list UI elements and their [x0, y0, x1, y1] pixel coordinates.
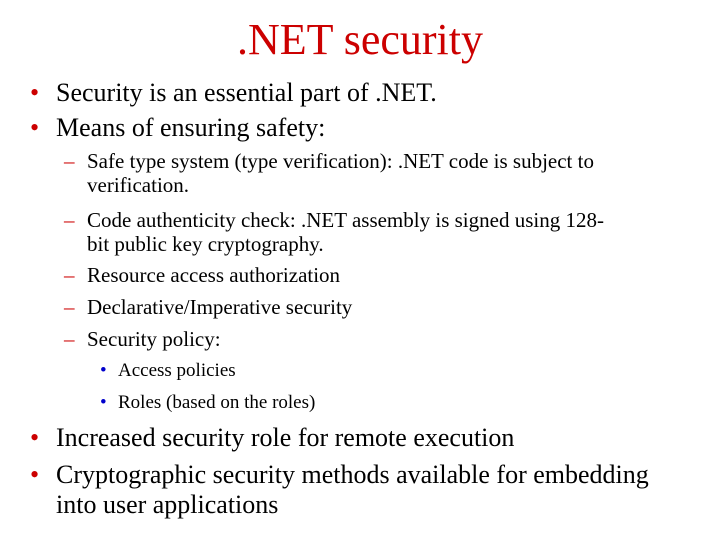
dash-icon: – — [64, 295, 75, 319]
bullet-icon: • — [100, 360, 107, 381]
dash-icon: – — [64, 149, 75, 173]
bullet-text-continuation: into user applications — [56, 490, 279, 519]
dash-icon: – — [64, 263, 75, 287]
sub-bullet-text: Safe type system (type verification): .NET code is subject to — [87, 149, 594, 173]
sub-bullet-text: Declarative/Imperative security — [87, 295, 353, 319]
sub-bullet-text: Code authenticity check: .NET assembly is signed using 128- — [87, 208, 604, 232]
sub-bullet-text-continuation: bit public key cryptography. — [87, 232, 324, 256]
bullet-icon: • — [30, 460, 40, 489]
bullet-icon: • — [30, 78, 40, 107]
bullet-text: Cryptographic security methods available for embedding — [56, 460, 649, 489]
bullet-text: Means of ensuring safety: — [56, 113, 326, 142]
dash-icon: – — [64, 208, 75, 232]
bullet-icon: • — [30, 423, 40, 452]
bullet-icon: • — [100, 392, 107, 413]
sub-sub-bullet-text: Roles (based on the roles) — [118, 392, 316, 413]
slide-title: .NET security — [236, 15, 484, 64]
bullet-icon: • — [30, 113, 40, 142]
bullet-text: Security is an essential part of .NET. — [56, 78, 437, 107]
sub-bullet-text: Security policy: — [87, 327, 221, 351]
sub-bullet-text: Resource access authorization — [87, 263, 341, 287]
sub-bullet-text-continuation: verification. — [87, 173, 190, 197]
dash-icon: – — [64, 327, 75, 351]
bullet-text: Increased security role for remote execution — [56, 423, 515, 452]
sub-sub-bullet-text: Access policies — [118, 360, 236, 381]
